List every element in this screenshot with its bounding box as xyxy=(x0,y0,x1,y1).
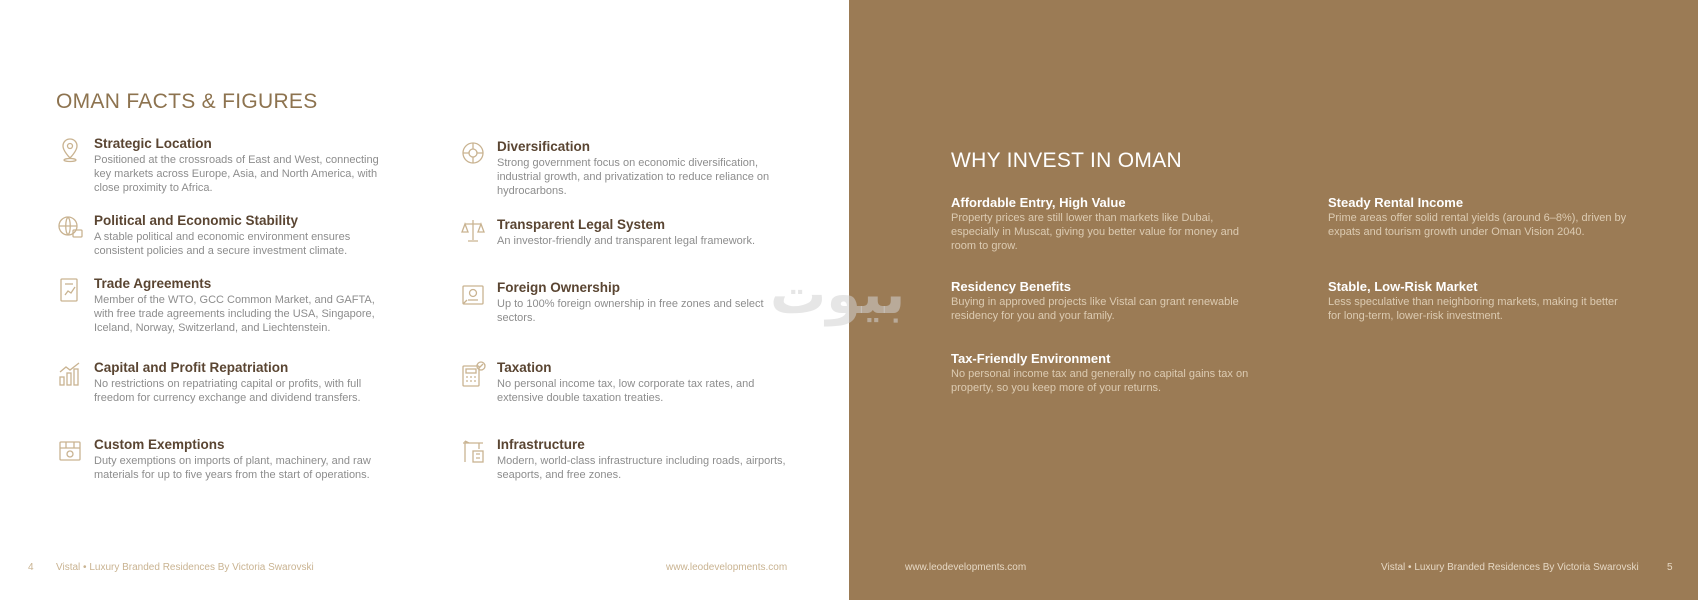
footer-url-link[interactable]: www.leodevelopments.com xyxy=(666,562,788,573)
fact-title: Foreign Ownership xyxy=(497,280,621,295)
fact-title: Transparent Legal System xyxy=(497,217,666,232)
invest-residency-benefits xyxy=(951,279,1251,323)
ownership-certificate-icon xyxy=(459,280,487,308)
fact-title: Custom Exemptions xyxy=(94,437,225,452)
fact-text: Modern, world-class infrastructure including roads, airports, seaports, and free zones. xyxy=(497,455,786,481)
fact-title: Political and Economic Stability xyxy=(94,213,299,228)
fact-title: Trade Agreements xyxy=(94,276,212,291)
invest-tax-friendly xyxy=(951,351,1251,395)
page-title: OMAN FACTS & FIGURES xyxy=(56,90,318,113)
fact-text: Member of the WTO, GCC Common Market, and GAFTA, with free trade agreements including the USA, Singapore, Iceland, Norway, Switzerland, and Liechtenstein. xyxy=(94,294,375,334)
invest-text: No personal income tax and generally no capital gains tax on property, so you keep more of your returns. xyxy=(951,368,1249,394)
fact-text: A stable political and economic environment ensures consistent policies and a secure investment climate. xyxy=(94,231,351,257)
fact-title: Capital and Profit Repatriation xyxy=(94,360,289,375)
page-number: 4 xyxy=(28,562,34,573)
fact-title: Infrastructure xyxy=(497,437,585,452)
page-number: 5 xyxy=(1667,562,1673,573)
trade-document-icon xyxy=(56,276,84,304)
fact-text: No personal income tax, low corporate tax rates, and extensive double taxation treaties. xyxy=(497,378,755,404)
invest-rental-income xyxy=(1328,195,1628,239)
fact-text: Strong government focus on economic diversification, industrial growth, and privatization to reduce reliance on hydrocarbons. xyxy=(497,157,770,197)
invest-title: Residency Benefits xyxy=(951,279,1071,294)
footer-brand: Vistal • Luxury Branded Residences By Victoria Swarovski xyxy=(56,562,314,573)
invest-text: Property prices are still lower than markets like Dubai, especially in Muscat, giving you better value for money and room to grow. xyxy=(951,212,1239,252)
fact-text: Positioned at the crossroads of East and West, connecting key markets across Europe, Asia, and North America, with close proximity to Africa. xyxy=(94,154,379,194)
invest-text: Prime areas offer solid rental yields (around 6–8%), driven by expats and tourism growth under Oman Vision 2040. xyxy=(1328,212,1627,238)
invest-title: Steady Rental Income xyxy=(1328,195,1464,210)
invest-title: Stable, Low-Risk Market xyxy=(1328,279,1478,294)
location-pin-icon xyxy=(56,136,84,164)
footer-url-link[interactable]: www.leodevelopments.com xyxy=(905,562,1027,573)
invest-stable-market xyxy=(1328,279,1628,323)
calculator-percent-icon xyxy=(459,360,487,388)
invest-title: Affordable Entry, High Value xyxy=(951,195,1126,210)
invest-text: Buying in approved projects like Vistal can grant renewable residency for you and your family. xyxy=(951,296,1239,322)
fact-title: Diversification xyxy=(497,139,591,154)
growth-chart-icon xyxy=(56,360,84,388)
invest-title: Tax-Friendly Environment xyxy=(951,351,1111,366)
fact-title: Strategic Location xyxy=(94,136,212,151)
crane-building-icon xyxy=(459,437,487,465)
section-title: WHY INVEST IN OMAN xyxy=(951,149,1182,172)
footer-brand: Vistal • Luxury Branded Residences By Victoria Swarovski xyxy=(1381,562,1639,573)
globe-money-icon xyxy=(56,213,84,241)
right-page xyxy=(849,0,1698,600)
fact-text: Duty exemptions on imports of plant, machinery, and raw materials for up to five years from the start of operations. xyxy=(94,455,371,481)
fact-text: No restrictions on repatriating capital or profits, with full freedom for currency exchange and dividend transfers. xyxy=(94,378,362,404)
fact-text: Up to 100% foreign ownership in free zones and select sectors. xyxy=(497,298,764,324)
watermark: بيوت xyxy=(770,262,906,327)
customs-box-icon xyxy=(56,437,84,465)
diversification-cog-icon xyxy=(459,139,487,167)
scales-icon xyxy=(459,217,487,245)
invest-text: Less speculative than neighboring markets, making it better for long-term, lower-risk investment. xyxy=(1328,296,1618,322)
fact-text: An investor-friendly and transparent legal framework. xyxy=(497,235,756,247)
fact-title: Taxation xyxy=(497,360,552,375)
invest-affordable-entry xyxy=(951,195,1251,253)
